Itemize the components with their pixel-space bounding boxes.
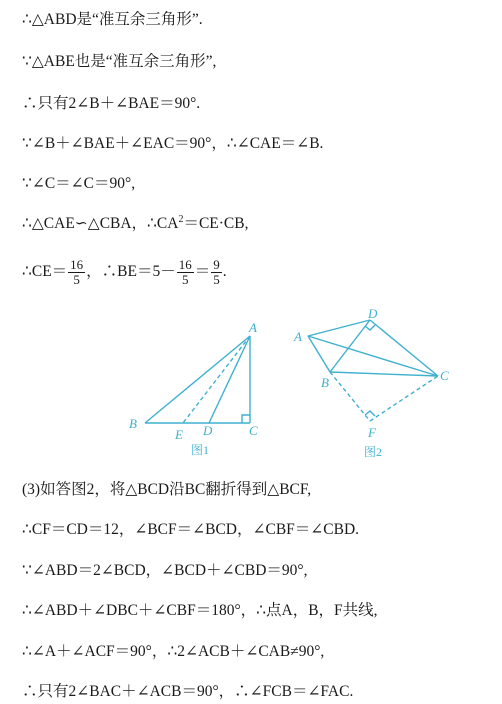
label-c: C — [249, 423, 258, 438]
be-label: ，∴BE＝5－ — [86, 263, 176, 281]
label-e: E — [175, 427, 183, 442]
right-angle-mark-f — [365, 411, 375, 416]
segment-bd — [330, 320, 370, 372]
segment-ac — [308, 336, 438, 376]
part3-line-3: ∵∠ABD＝2∠BCD，∠BCD＋∠CBD＝90°, — [22, 562, 308, 579]
ce-label: ∴CE＝ — [22, 263, 68, 281]
solution-line-6 — [22, 214, 249, 234]
label-a: A — [294, 329, 302, 344]
solution-line-4: ∵∠B＋∠BAE＋∠EAC＝90°，∴∠CAE＝∠B. — [22, 135, 324, 152]
fraction-denominator: 5 — [73, 272, 80, 287]
product-text: ＝CE·CB, — [183, 215, 249, 232]
segment-ad — [209, 336, 250, 423]
label-c: C — [440, 368, 449, 383]
label-b: B — [321, 375, 329, 390]
solution-line-1: ∴△ABD是“准互余三角形”. — [22, 11, 203, 28]
part3-line-5: ∴∠A＋∠ACF＝90°，∴2∠ACB＋∠CAB≠90°, — [22, 643, 325, 660]
caption-figure-2: 图2 — [364, 445, 383, 459]
segment-dc — [370, 320, 438, 376]
segment-fc-dashed — [370, 376, 438, 421]
solution-line-7 — [22, 258, 227, 287]
label-f: F — [368, 425, 376, 440]
part3-line-4: ∴∠ABD＋∠DBC＋∠CBF＝180°，∴点A，B，F共线, — [22, 602, 378, 619]
fraction-numerator: 9 — [213, 257, 220, 272]
fraction-be — [211, 258, 222, 287]
part3-line-2: ∴CF＝CD＝12，∠BCF＝∠BCD，∠CBF＝∠CBD. — [22, 521, 360, 538]
fraction-denominator: 5 — [181, 272, 189, 287]
part3-line-6: ∴只有2∠BAC＋∠ACB＝90°，∴∠FCB＝∠FAC. — [22, 683, 354, 700]
solution-line-3: ∴只有2∠B＋∠BAE＝90°. — [22, 95, 201, 112]
solution-line-5: ∵∠C＝∠C＝90°, — [22, 175, 136, 192]
label-d: D — [368, 306, 378, 321]
segment-ae-dashed — [183, 336, 250, 423]
square-exponent: 2 — [178, 213, 184, 225]
fraction-numerator: 16 — [178, 257, 192, 272]
segment-bc — [330, 372, 438, 376]
caption-figure-1: 图1 — [191, 443, 210, 457]
label-a: A — [249, 320, 257, 335]
label-b: B — [129, 416, 137, 431]
label-d: D — [203, 423, 213, 438]
similar-triangles-text: ∴△CAE∽△CBA，∴CA — [22, 215, 179, 232]
segment-ad — [308, 320, 370, 336]
right-angle-mark — [242, 415, 250, 423]
fraction-ce — [68, 258, 85, 287]
figure-1 — [125, 318, 275, 460]
part3-line-1: (3)如答图2，将△BCD沿BC翻折得到△BCF, — [22, 481, 312, 498]
side-ab — [145, 336, 250, 423]
figure-2 — [290, 305, 460, 465]
segment-bf-dashed — [330, 372, 370, 421]
fraction-denominator: 5 — [213, 272, 220, 287]
equals-sign: ＝ — [194, 263, 211, 281]
fraction-be-sub — [177, 258, 194, 287]
fraction-numerator: 16 — [70, 257, 84, 272]
right-angle-mark-d — [365, 325, 375, 330]
solution-line-2: ∵△ABE也是“准互余三角形”, — [22, 53, 217, 70]
period: . — [222, 263, 227, 281]
